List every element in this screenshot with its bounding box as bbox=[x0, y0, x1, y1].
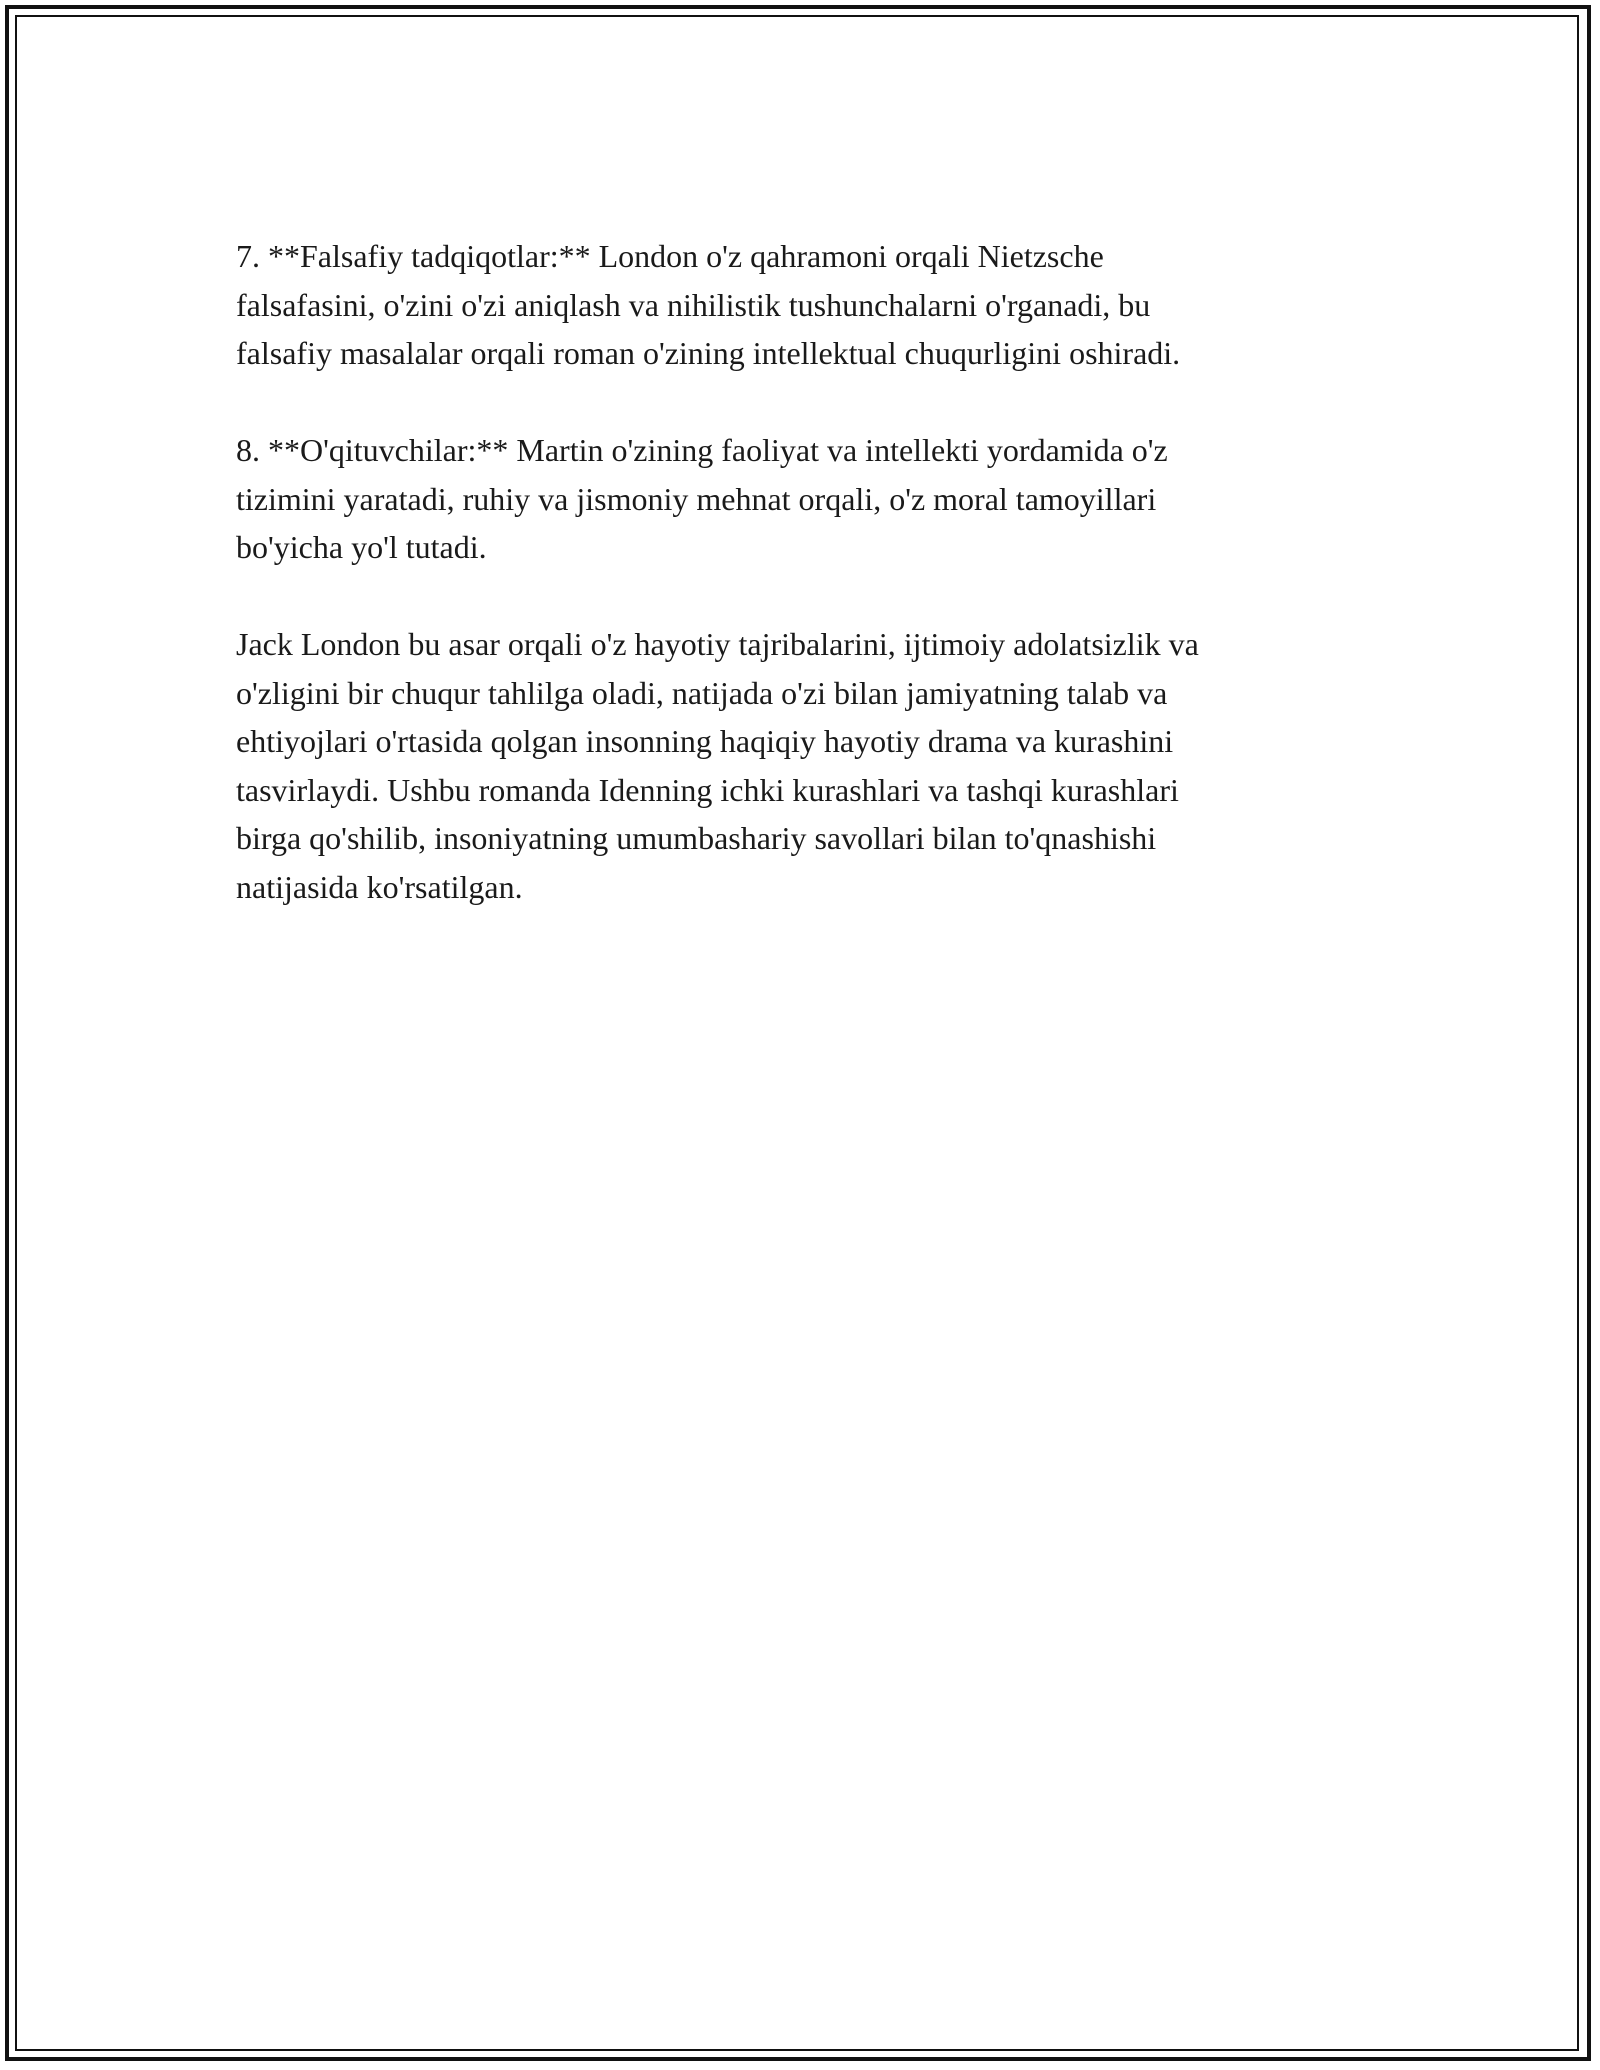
page-content bbox=[236, 232, 1366, 960]
paragraph-falsafiy-tadqiqotlar: 7. **Falsafiy tadqiqotlar:** London o'z qahramoni orqali Nietzsche falsafasini, o'zini o'zi aniqlash va nihilistik tushunchalarni o'rganadi, bu falsafiy masalalar orqali roman o'zining intellektual chuqurligini oshiradi. bbox=[236, 238, 1181, 371]
paragraph-oqituvchilar: 8. **O'qituvchilar:** Martin o'zining faoliyat va intellekti yordamida o'z tizimini yaratadi, ruhiy va jismoniy mehnat orqali, o'z moral tamoyillari bo'yicha yo'l tutadi. bbox=[236, 432, 1168, 565]
paragraph-conclusion: Jack London bu asar orqali o'z hayotiy tajribalarini, ijtimoiy adolatsizlik va o'zligini bir chuqur tahlilga oladi, natijada o'zi bilan jamiyatning talab va ehtiyojlari o'rtasida qolgan insonning haqiqiy hayotiy drama va kurashini tasvirlaydi. Ushbu romanda Idenning ichki kurashlari va tashqi kurashlari birga qo'shilib, insoniyatning umumbashariy savollari bilan to'qnashishi natijasida ko'rsatilgan. bbox=[236, 626, 1199, 905]
